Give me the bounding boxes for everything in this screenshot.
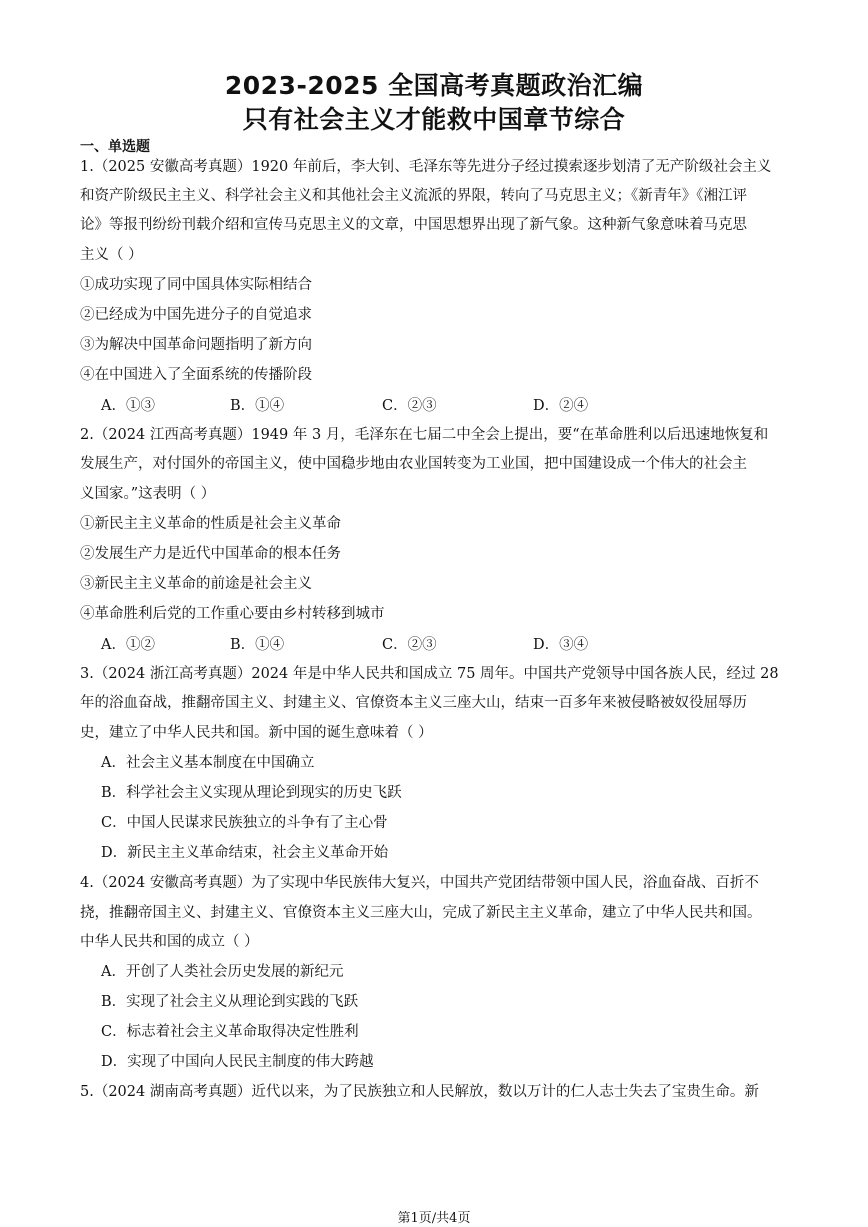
- question-5-line: 5.（2024 湖南高考真题）近代以来，为了民族独立和人民解放，数以万计的仁人志士失去了宝贵生命。新: [80, 1084, 759, 1100]
- question-2-statement: ②发展生产力是近代中国革命的根本任务: [80, 546, 341, 562]
- question-1-option-d: D．②④: [533, 398, 589, 414]
- question-2-option-a: A．①②: [101, 637, 155, 653]
- question-4-line: 中华人民共和国的成立（ ）: [80, 934, 259, 950]
- question-1-option-a: A．①③: [101, 398, 155, 414]
- question-3-option-d: D．新民主主义革命结束，社会主义革命开始: [101, 845, 389, 861]
- question-1-line: 论》等报刊纷纷刊载介绍和宣传马克思主义的文章，中国思想界出现了新气象。这种新气象意味着马克思: [80, 217, 747, 233]
- question-2-line: 义国家。”这表明（ ）: [80, 486, 216, 502]
- question-1-line: 主义（ ）: [80, 247, 143, 263]
- question-1-option-b: B．①④: [230, 398, 285, 414]
- question-2-statement: ③新民主主义革命的前途是社会主义: [80, 576, 312, 592]
- question-2-statement: ①新民主主义革命的性质是社会主义革命: [80, 516, 341, 532]
- question-2-option-b: B．①④: [230, 637, 285, 653]
- question-2-line: 发展生产，对付国外的帝国主义，使中国稳步地由农业国转变为工业国，把中国建设成一个伟大的社会主: [80, 456, 747, 472]
- question-3-line: 史，建立了中华人民共和国。新中国的诞生意味着（ ）: [80, 725, 433, 741]
- question-2-line: 2.（2024 江西高考真题）1949 年 3 月，毛泽东在七届二中全会上提出，要“在革命胜利以后迅速地恢复和: [80, 427, 769, 443]
- question-4-option-a: A．开创了人类社会历史发展的新纪元: [101, 964, 344, 980]
- question-1-statement: ③为解决中国革命问题指明了新方向: [80, 337, 312, 353]
- document-title-line1: 2023-2025 全国高考真题政治汇编: [224, 71, 644, 100]
- page-number: 第1页/共4页: [397, 1211, 471, 1226]
- section-heading: 一、单选题: [80, 139, 150, 155]
- question-4-line: 挠，推翻帝国主义、封建主义、官僚资本主义三座大山，完成了新民主主义革命，建立了中华人民共和国。: [80, 905, 762, 921]
- question-2-option-d: D．③④: [533, 637, 589, 653]
- question-4-option-d: D．实现了中国向人民民主制度的伟大跨越: [101, 1054, 374, 1070]
- question-1-statement: ②已经成为中国先进分子的自觉追求: [80, 307, 312, 323]
- question-4-option-b: B．实现了社会主义从理论到实践的飞跃: [101, 994, 359, 1010]
- question-2-option-c: C．②③: [382, 637, 437, 653]
- question-1-line: 1.（2025 安徽高考真题）1920 年前后，李大钊、毛泽东等先进分子经过摸索逐步划清了无产阶级社会主义: [80, 159, 772, 175]
- question-4-line: 4.（2024 安徽高考真题）为了实现中华民族伟大复兴，中国共产党团结带领中国人民，浴血奋战、百折不: [80, 875, 759, 891]
- question-2-statement: ④革命胜利后党的工作重心要由乡村转移到城市: [80, 606, 385, 622]
- question-1-statement: ④在中国进入了全面系统的传播阶段: [80, 367, 312, 383]
- question-3-line: 3.（2024 浙江高考真题）2024 年是中华人民共和国成立 75 周年。中国共产党领导中国各族人民，经过 28: [80, 666, 779, 682]
- question-1-statement: ①成功实现了同中国具体实际相结合: [80, 277, 312, 293]
- question-3-option-c: C．中国人民谋求民族独立的斗争有了主心骨: [101, 815, 388, 831]
- question-3-line: 年的浴血奋战，推翻帝国主义、封建主义、官僚资本主义三座大山，结束一百多年来被侵略被奴役屈辱历: [80, 695, 747, 711]
- question-3-option-a: A．社会主义基本制度在中国确立: [101, 755, 315, 771]
- document-title-line2: 只有社会主义才能救中国章节综合: [242, 105, 626, 134]
- question-3-option-b: B．科学社会主义实现从理论到现实的历史飞跃: [101, 785, 402, 801]
- question-1-line: 和资产阶级民主主义、科学社会主义和其他社会主义流派的界限，转向了马克思主义；《新青年》《湘江评: [80, 188, 747, 204]
- question-1-option-c: C．②③: [382, 398, 437, 414]
- question-4-option-c: C．标志着社会主义革命取得决定性胜利: [101, 1024, 359, 1040]
